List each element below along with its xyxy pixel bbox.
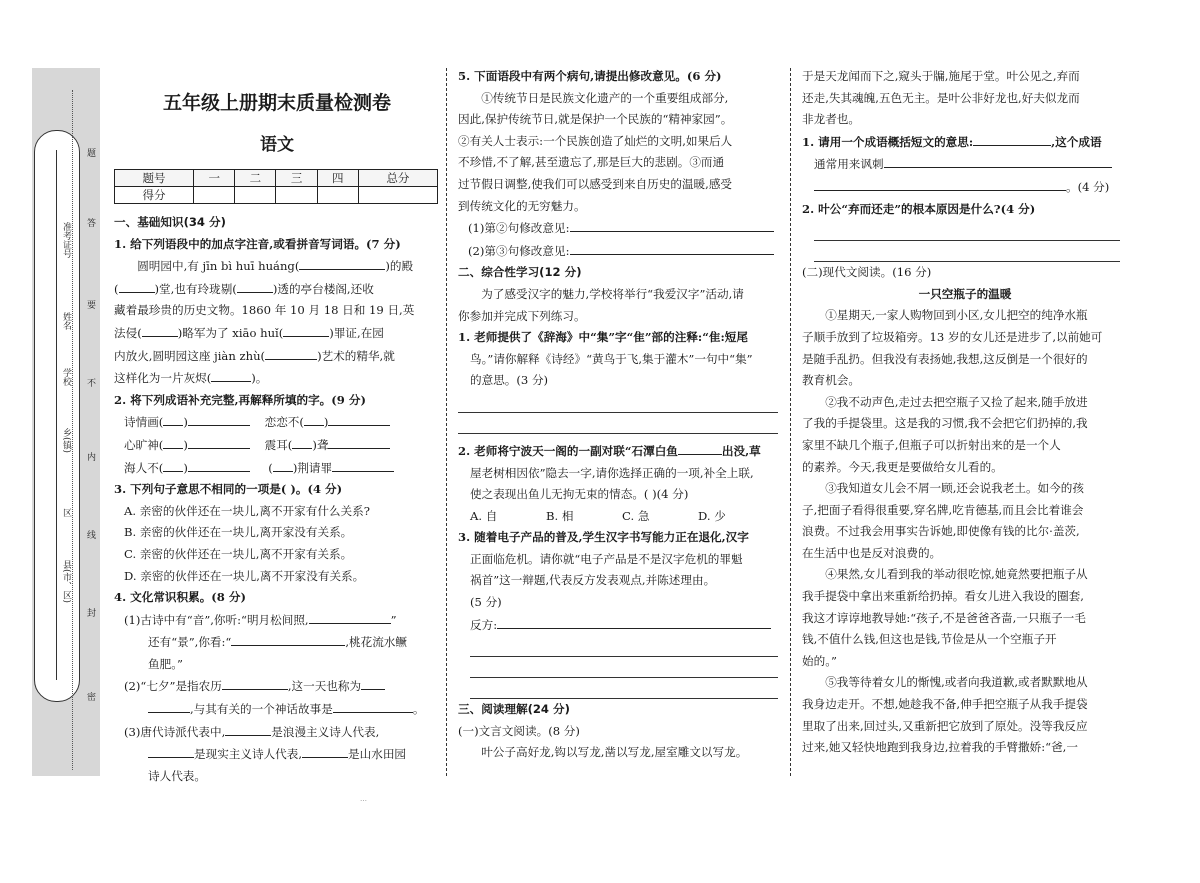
score-header-cell: 一 bbox=[194, 170, 235, 187]
subsection-heading: (一)文言文阅读。(8 分) bbox=[458, 723, 580, 738]
q8-line-3: 祸首”这一辩题,代表反方发表观点,并陈述理由。 bbox=[470, 573, 716, 588]
page-marker: … bbox=[360, 795, 367, 803]
score-table bbox=[114, 169, 438, 204]
score-cell[interactable] bbox=[235, 187, 276, 204]
story-line: ③我知道女儿会不屑一顾,还会说我老土。如今的孩 bbox=[825, 481, 1084, 496]
q8-line-2: 正面临危机。请你就“电子产品是不是汉字危机的罪魁 bbox=[470, 551, 743, 566]
field-school: 学校 bbox=[61, 368, 71, 386]
q7-line-3: 使之表现出鱼儿无拘无束的情态。( )(4 分) bbox=[470, 487, 689, 502]
score-header-cell: 三 bbox=[276, 170, 317, 187]
score-row-label: 得分 bbox=[115, 187, 194, 204]
q1-line-1: 圆明园中,有 jīn bì huī huáng( )的殿 bbox=[114, 255, 440, 278]
classical-text-line: 非龙者也。 bbox=[802, 112, 860, 127]
story-line: 过来,她又轻快地跑到我身边,拉着我的手臂撒娇:“爸,一 bbox=[802, 740, 1078, 755]
reading-q1: 1. 请用一个成语概括短文的意思: ,这个成语 bbox=[802, 131, 1128, 154]
q2-row-1: 诗情画( ) 恋恋不( ) bbox=[114, 411, 440, 434]
q5-text-line: 过节假日调整,使我们可以感受到来自历史的温暖,感受 bbox=[458, 176, 733, 191]
score-table-header-row bbox=[115, 170, 438, 187]
question-8: 3. 随着电子产品的普及,学生汉字书写能力正在退化,汉字 bbox=[458, 530, 749, 545]
question-1: 1. 给下列语段中的加点字注音,或看拼音写词语。(7 分) bbox=[114, 236, 401, 251]
q4-1-line-3: 鱼肥。” bbox=[148, 656, 183, 671]
column-3 bbox=[802, 66, 1128, 759]
reading-q1-line-2: 通常用来讽刺 bbox=[802, 153, 1128, 176]
question-2: 2. 将下列成语补充完整,再解释所填的字。(9 分) bbox=[114, 392, 366, 407]
story-line: 家里不缺几个瓶子,但瓶子可以折射出来的是一个人 bbox=[802, 437, 1061, 452]
section-heading: 一、基础知识(34 分) bbox=[114, 215, 226, 229]
q3-option-d[interactable]: D. 亲密的伙伴还在一块儿,离不开家没有关系。 bbox=[124, 568, 365, 583]
story-line: 我这才谆谆地教导她:“孩子,不是爸爸吝啬,一只瓶子一毛 bbox=[802, 610, 1086, 625]
q6-line-2: 鸟。”请你解释《诗经》“黄鸟于飞,集于灌木”一句中“集” bbox=[470, 351, 753, 366]
q1-line-4: 法侵( )略军为了 xiāo huǐ( )罪证,在园 bbox=[114, 322, 440, 345]
story-line: 我身边走开。不想,她趁我不备,伸手把空瓶子从我手提袋 bbox=[802, 697, 1088, 712]
q7-option-d[interactable]: D. 少 bbox=[698, 508, 726, 523]
story-line: ②我不动声色,走过去把空瓶子又捡了起来,随手放进 bbox=[825, 394, 1088, 409]
q5-text-line: 到传统文化的无穷魅力。 bbox=[458, 198, 586, 213]
classical-text-line: 叶公子高好龙,钩以写龙,凿以写龙,屋室雕文以写龙。 bbox=[481, 745, 748, 760]
section-2-intro: 为了感受汉字的魅力,学校将举行“我爱汉字”活动,请 bbox=[481, 286, 744, 301]
answer-line[interactable] bbox=[470, 657, 778, 678]
column-divider-2 bbox=[790, 68, 791, 776]
answer-line[interactable] bbox=[814, 220, 1120, 241]
section-heading: 三、阅读理解(24 分) bbox=[458, 702, 570, 717]
story-line: 子顺手放到了垃圾箱旁。13 岁的女儿还是进步了,以前她可 bbox=[802, 329, 1103, 344]
seal-label-1: 题 bbox=[85, 148, 95, 157]
q5-text-line: ①传统节日是民族文化遗产的一个重要组成部分, bbox=[481, 90, 729, 105]
section-2-intro: 你参加并完成下列练习。 bbox=[458, 308, 586, 323]
seal-label-4: 不 bbox=[85, 378, 95, 387]
column-divider-1 bbox=[446, 68, 447, 776]
q7-line-2: 屋老树相因依”隐去一字,请你选择正确的一项,补全上联, bbox=[470, 465, 754, 480]
story-line: 是随手乱扔。但我没有表扬她,我想,这反倒是一个很好的 bbox=[802, 351, 1088, 366]
story-line: 的素养。今天,我更是要做给女儿看的。 bbox=[802, 459, 1003, 474]
question-5: 5. 下面语段中有两个病句,请提出修改意见。(6 分) bbox=[458, 69, 722, 83]
question-6: 1. 老师提供了《辞海》中“集”字“隹”部的注释:“隹:短尾 bbox=[458, 330, 748, 345]
seal-label-6: 线 bbox=[85, 530, 95, 539]
q8-line-4: (5 分) bbox=[470, 595, 502, 610]
exam-title: 五年级上册期末质量检测卷 bbox=[162, 92, 391, 114]
score-cell[interactable] bbox=[317, 187, 358, 204]
section-heading: 二、综合性学习(12 分) bbox=[458, 265, 582, 280]
field-district: 区 bbox=[61, 508, 71, 517]
seal-label-3: 要 bbox=[85, 300, 95, 309]
answer-line[interactable] bbox=[458, 413, 778, 434]
subsection-heading: (二)现代文阅读。(16 分) bbox=[802, 265, 932, 280]
story-title: 一只空瓶子的温暖 bbox=[918, 286, 1012, 301]
q5-text-line: ②有关人士表示:一个民族创造了灿烂的文明,如果后人 bbox=[458, 133, 733, 148]
q2-row-2: 心旷神( ) 震耳( )聋 bbox=[114, 434, 440, 457]
reading-q1-line-3: 。(4 分) bbox=[802, 176, 1128, 199]
answer-line[interactable] bbox=[470, 678, 778, 699]
story-line: ④果然,女儿看到我的举动很吃惊,她竟然要把瓶子从 bbox=[825, 567, 1088, 582]
q2-row-3: 海人不( ) ( )荆请罪 bbox=[114, 457, 440, 480]
question-7: 2. 老师将宁波天一阁的一副对联“石潭白鱼 出没,草 bbox=[458, 440, 786, 463]
story-line: 了我的手提袋里。这是我的习惯,我不会把它们扔掉的,我 bbox=[802, 416, 1088, 431]
q5-answer-2: (2)第③句修改意见: bbox=[458, 240, 786, 263]
q4-2-line-1: (2)“七夕”是指农历 ,这一天也称为 bbox=[114, 675, 440, 698]
classical-text-line: 于是天龙闻而下之,窥头于牖,施尾于堂。叶公见之,弃而 bbox=[802, 69, 1080, 83]
q6-line-3: 的意思。(3 分) bbox=[470, 373, 549, 388]
field-name: 姓名 bbox=[61, 312, 71, 330]
story-line: 里取了出来,回过头,又重新把它放到了原处。没等我反应 bbox=[802, 718, 1088, 733]
question-4: 4. 文化常识积累。(8 分) bbox=[114, 590, 246, 605]
q3-option-c[interactable]: C. 亲密的伙伴还在一块儿,离不开家有关系。 bbox=[124, 546, 353, 561]
score-cell[interactable] bbox=[194, 187, 235, 204]
seal-label-8: 密 bbox=[85, 692, 95, 701]
score-header-cell: 四 bbox=[317, 170, 358, 187]
column-1 bbox=[114, 212, 440, 787]
column-2 bbox=[458, 66, 786, 764]
q7-option-a[interactable]: A. 自 bbox=[470, 508, 498, 523]
answer-line[interactable] bbox=[458, 392, 778, 413]
story-line: ①星期天,一家人购物回到小区,女儿把空的纯净水瓶 bbox=[825, 308, 1088, 323]
field-town: 乡(镇) bbox=[61, 428, 71, 454]
q1-line-3: 藏着最珍贵的历史文物。1860 年 10 月 18 日和 19 日,英 bbox=[114, 303, 415, 318]
seal-label-2: 答 bbox=[85, 218, 95, 227]
classical-text-line: 还走,失其魂魄,五色无主。是叶公非好龙也,好夫似龙而 bbox=[802, 90, 1080, 105]
story-line: 子,把面子看得很重要,穿名牌,吃肯德基,而且会比着谁会 bbox=[802, 502, 1084, 517]
q3-option-a[interactable]: A. 亲密的伙伴还在一块儿,离不开家有什么关系? bbox=[124, 503, 370, 518]
q5-answer-1: (1)第②句修改意见: bbox=[458, 217, 786, 240]
q8-answer-label: 反方: bbox=[458, 614, 786, 637]
story-line: 在生活中也是反对浪费的。 bbox=[802, 545, 942, 560]
field-county: 县(市、区) bbox=[61, 560, 71, 604]
story-line: 我手提袋中拿出来重新给扔掉。看女儿进入我设的圈套, bbox=[802, 589, 1084, 604]
q5-text-line: 不珍惜,不了解,甚至遗忘了,那是巨大的悲剧。③而通 bbox=[458, 155, 725, 170]
score-cell[interactable] bbox=[358, 187, 437, 204]
q1-line-5: 内放火,圆明园这座 jiàn zhù( )艺术的精华,就 bbox=[114, 345, 440, 368]
question-3: 3. 下列句子意思不相同的一项是( )。(4 分) bbox=[114, 482, 343, 497]
q4-1-line-2: 还有“景”,你看:“ ,桃花流水鳜 bbox=[114, 631, 440, 654]
score-table-row bbox=[115, 187, 438, 204]
score-header-cell: 二 bbox=[235, 170, 276, 187]
q4-3-line-2: 是现实主义诗人代表, 是山水田园 bbox=[114, 743, 440, 766]
q4-2-line-2: ,与其有关的一个神话故事是 。 bbox=[114, 698, 440, 721]
binding-rule bbox=[56, 150, 57, 680]
story-line: 钱,不值什么钱,但这也是钱,节俭是从一个空瓶子开 bbox=[802, 632, 1057, 647]
seal-label-7: 封 bbox=[85, 608, 95, 617]
q7-option-c[interactable]: C. 急 bbox=[622, 508, 650, 523]
q1-line-6: 这样化为一片灰烬( )。 bbox=[114, 367, 440, 390]
score-header-cell: 总分 bbox=[358, 170, 437, 187]
answer-line[interactable] bbox=[814, 241, 1120, 262]
q7-options bbox=[458, 506, 786, 528]
score-header-cell: 题号 bbox=[115, 170, 194, 187]
binding-outline bbox=[34, 130, 80, 702]
q7-option-b[interactable]: B. 相 bbox=[546, 508, 574, 523]
q1-line-2: ( )堂,也有玲珑剔( )透的亭台楼阁,还收 bbox=[114, 278, 440, 301]
q4-3-line-1: (3)唐代诗派代表中, 是浪漫主义诗人代表, bbox=[114, 721, 440, 744]
q4-3-line-3: 诗人代表。 bbox=[148, 768, 206, 783]
story-line: 浪费。不过我会用事实告诉她,即使像有钱的比尔·盖茨, bbox=[802, 524, 1080, 539]
q4-1-line-1: (1)古诗中有“音”,你听:“明月松间照, ” bbox=[114, 609, 440, 632]
reading-q2: 2. 叶公“弃而还走”的根本原因是什么?(4 分) bbox=[802, 201, 1036, 216]
subject-title: 语文 bbox=[260, 135, 294, 155]
story-line: ⑤我等待着女儿的惭愧,或者向我道歉,或者默默地从 bbox=[825, 675, 1088, 690]
field-exam-number: 准考证号 bbox=[61, 222, 71, 258]
q3-option-b[interactable]: B. 亲密的伙伴还在一块儿,离开家没有关系。 bbox=[124, 525, 353, 540]
score-cell[interactable] bbox=[276, 187, 317, 204]
seal-label-5: 内 bbox=[85, 452, 95, 461]
answer-line[interactable] bbox=[470, 636, 778, 657]
story-line: 始的。” bbox=[802, 653, 837, 668]
q5-text-line: 因此,保护传统节日,就是保护一个民族的“精神家园”。 bbox=[458, 112, 733, 127]
story-line: 教育机会。 bbox=[802, 373, 860, 388]
